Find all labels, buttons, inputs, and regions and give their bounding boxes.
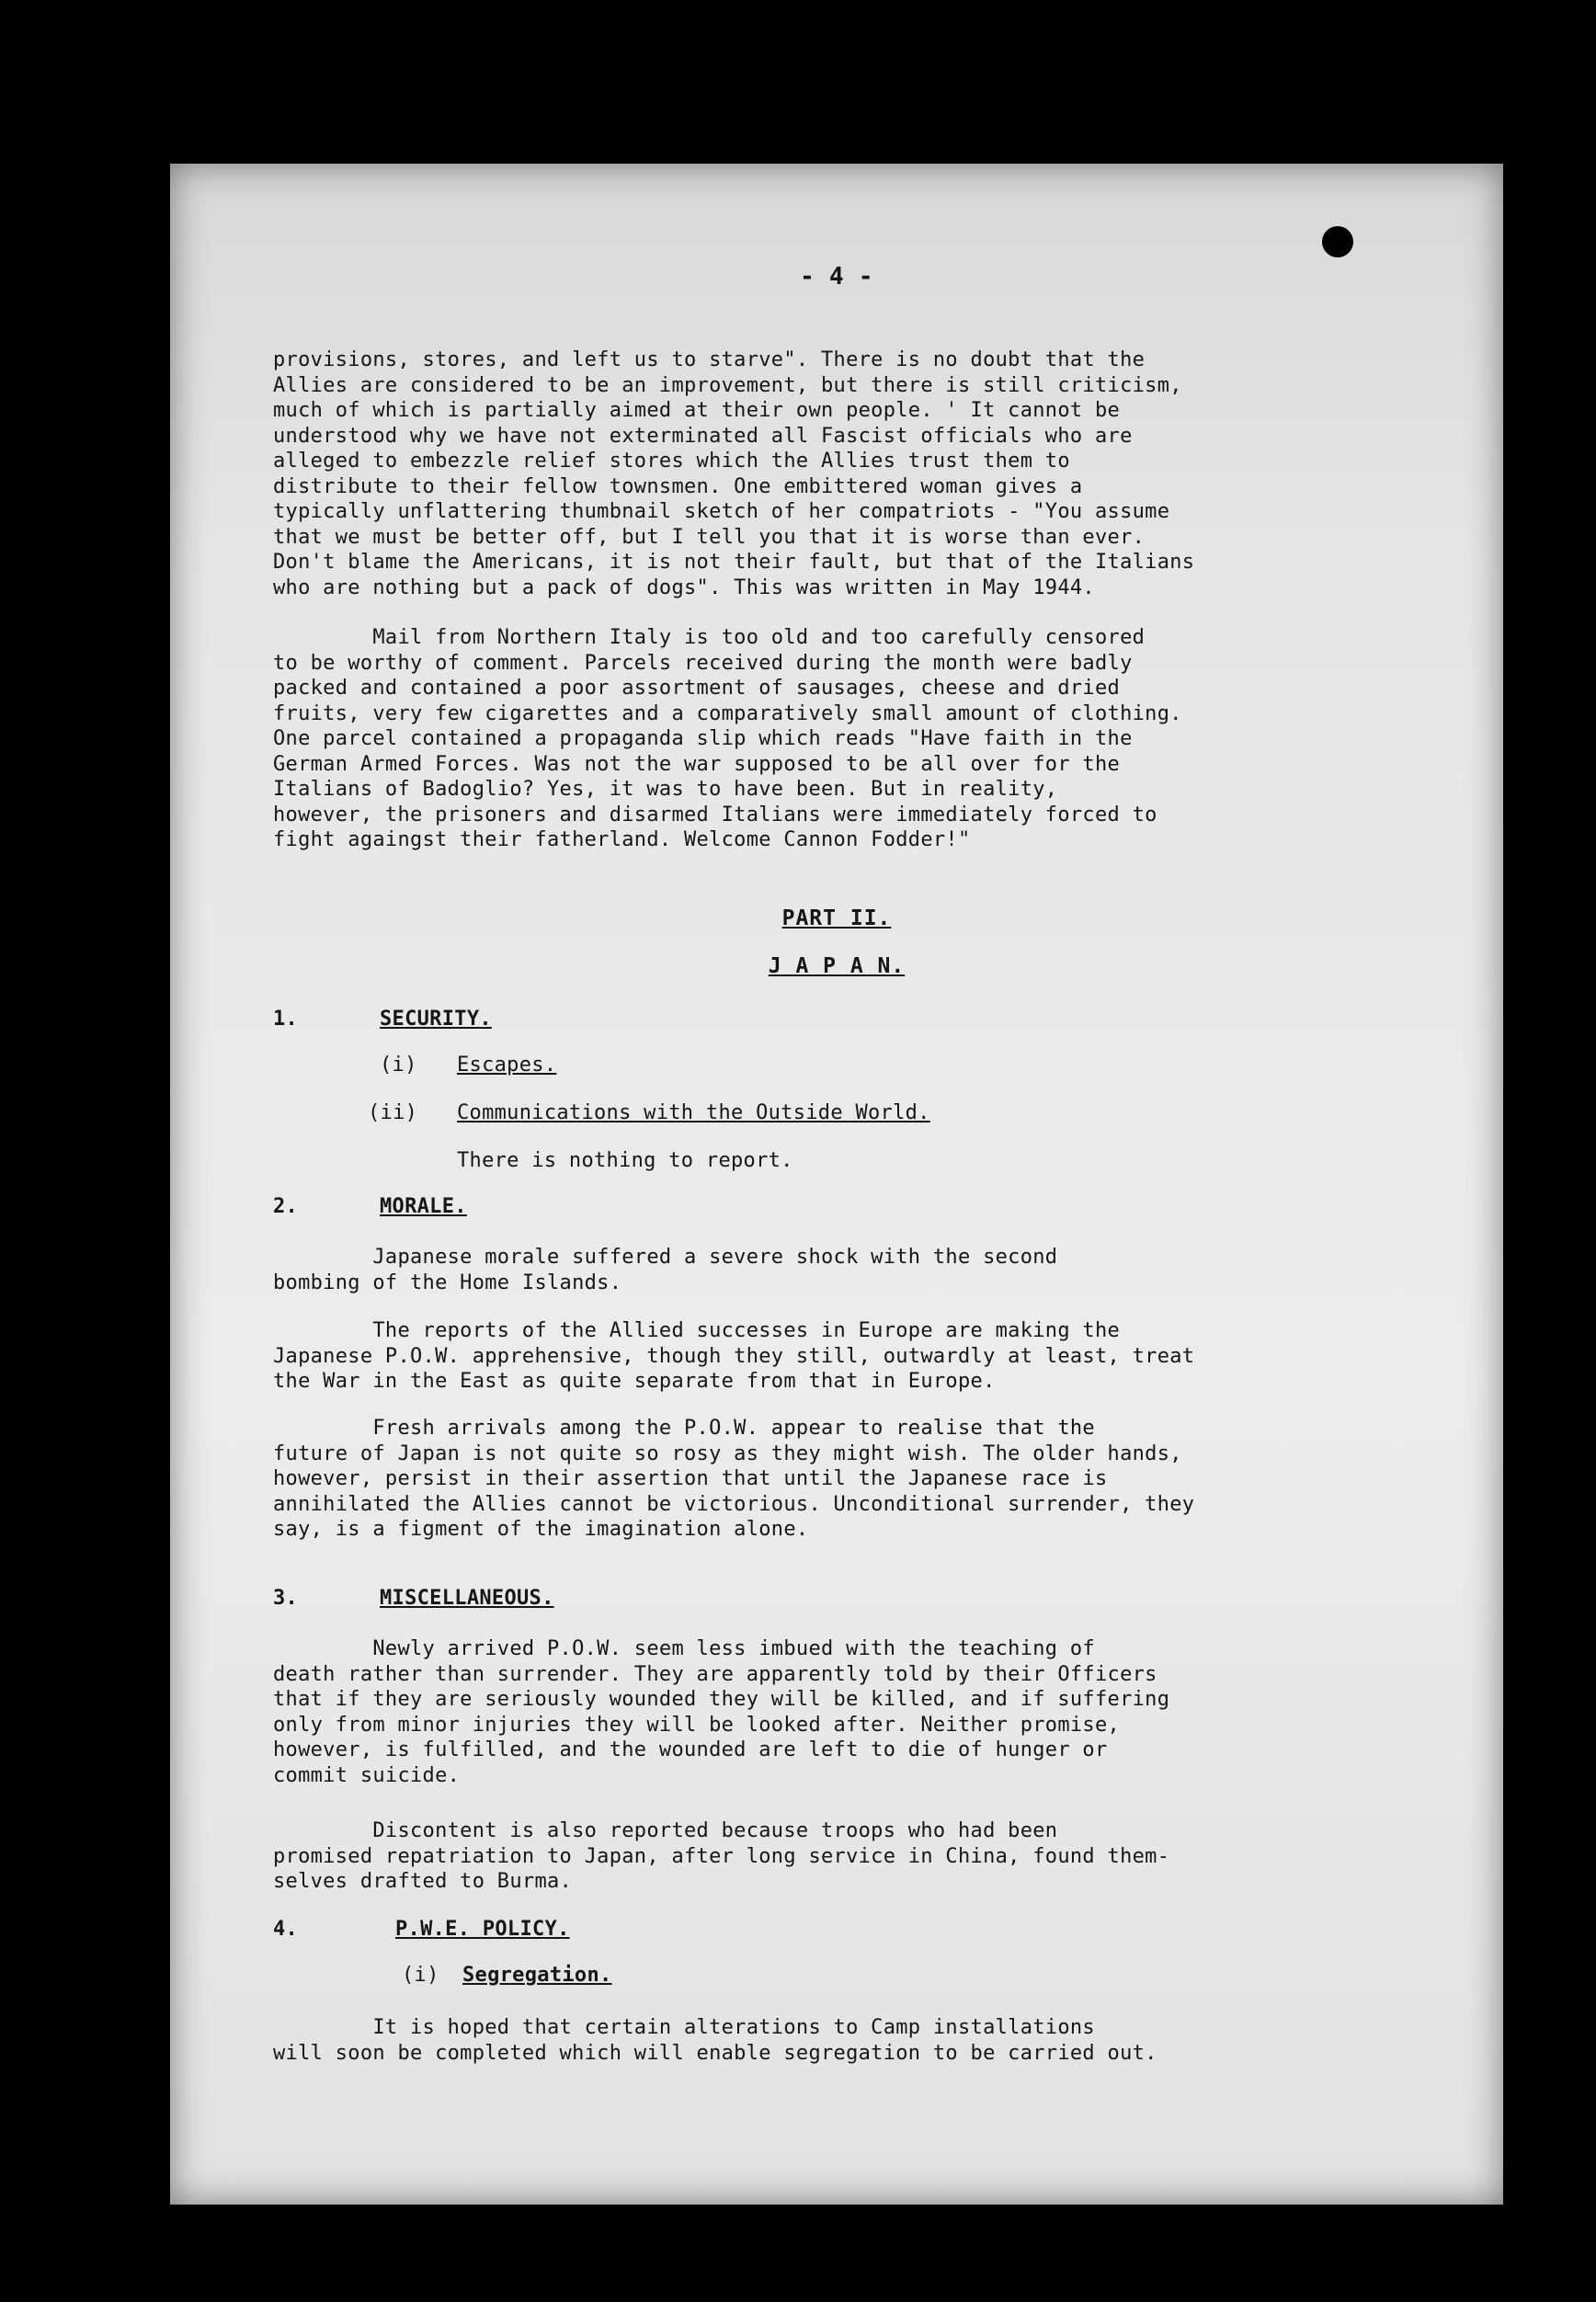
paragraph-segregation bbox=[273, 2015, 1422, 2066]
document-page bbox=[170, 164, 1503, 2205]
subsection-number: (i) bbox=[402, 1964, 439, 1987]
page-number: - 4 - bbox=[800, 263, 873, 291]
text-line: however, the prisoners and disarmed Italians were immediately forced to bbox=[273, 803, 1157, 826]
text-line: Japanese morale suffered a severe shock with the second bbox=[273, 1246, 1058, 1269]
text-line: selves drafted to Burma. bbox=[273, 1870, 573, 1893]
text-line: however, persist in their assertion that until the Japanese race is bbox=[273, 1467, 1108, 1490]
section-title-security: SECURITY. bbox=[380, 1008, 492, 1031]
paragraph-italy-criticism bbox=[273, 348, 1422, 600]
text-line: annihilated the Allies cannot be victorious. Unconditional surrender, they bbox=[273, 1492, 1195, 1516]
paragraph-morale-2 bbox=[273, 1318, 1422, 1395]
part-heading-text: PART II. bbox=[781, 906, 892, 930]
section-title-miscellaneous: MISCELLANEOUS. bbox=[380, 1587, 554, 1610]
paragraph-morale-3 bbox=[273, 1416, 1422, 1543]
paragraph-miscellaneous-1 bbox=[273, 1636, 1422, 1788]
paragraph-morale-1 bbox=[273, 1245, 1422, 1295]
text-line: fruits, very few cigarettes and a comparatively small amount of clothing. bbox=[273, 701, 1182, 725]
section-title-pwe-policy: P.W.E. POLICY. bbox=[395, 1918, 570, 1941]
text-line: Fresh arrivals among the P.O.W. appear to realise that the bbox=[273, 1417, 1095, 1440]
text-line: bombing of the Home Islands. bbox=[273, 1271, 622, 1294]
text-line: fight againgst their fatherland. Welcome Cannon Fodder!" bbox=[273, 828, 971, 851]
text-line: It is hoped that certain alterations to Camp installations bbox=[273, 2016, 1095, 2039]
paragraph-miscellaneous-2 bbox=[273, 1818, 1422, 1895]
text-line: Don't blame the Americans, it is not their fault, but that of the Italians bbox=[273, 551, 1195, 574]
text-line: only from minor injuries they will be looked after. Neither promise, bbox=[273, 1713, 1121, 1737]
text-line: however, is fulfilled, and the wounded are left to die of hunger or bbox=[273, 1738, 1108, 1761]
part-heading bbox=[170, 906, 1503, 930]
text-line: provisions, stores, and left us to starve". There is no doubt that the bbox=[273, 348, 1146, 371]
text-line: commit suicide. bbox=[273, 1763, 461, 1787]
text-line: much of which is partially aimed at their own people. ' It cannot be bbox=[273, 399, 1121, 422]
text-line: who are nothing but a pack of dogs". This was written in May 1944. bbox=[273, 576, 1095, 599]
paragraph-mail-northern-italy bbox=[273, 625, 1422, 853]
section-number: 1. bbox=[273, 1008, 299, 1031]
text-line: The reports of the Allied successes in Europe are making the bbox=[273, 1319, 1121, 1342]
text-line: German Armed Forces. Was not the war supposed to be all over for the bbox=[273, 752, 1121, 776]
text-line: promised repatriation to Japan, after long service in China, found them- bbox=[273, 1844, 1170, 1868]
subsection-title-escapes: Escapes. bbox=[457, 1054, 557, 1077]
part-subheading-text: J A P A N. bbox=[768, 954, 906, 978]
text-line: Japanese P.O.W. apprehensive, though they still, outwardly at least, treat bbox=[273, 1344, 1195, 1368]
text-line: will soon be completed which will enable segregation to be carried out. bbox=[273, 2041, 1157, 2065]
section-number: 2. bbox=[273, 1195, 299, 1218]
part-subheading bbox=[170, 954, 1503, 978]
text-line: alleged to embezzle relief stores which the Allies trust them to bbox=[273, 450, 1070, 473]
section-number: 4. bbox=[273, 1918, 299, 1941]
text-line: to be worthy of comment. Parcels received during the month were badly bbox=[273, 651, 1133, 675]
text-line: Newly arrived P.O.W. seem less imbued with the teaching of bbox=[273, 1637, 1095, 1660]
text-line: the War in the East as quite separate from that in Europe. bbox=[273, 1370, 996, 1393]
subsection-number: (i) bbox=[380, 1054, 417, 1077]
text-line: future of Japan is not quite so rosy as they might wish. The older hands, bbox=[273, 1442, 1182, 1465]
text-line: that if they are seriously wounded they will be killed, and if suffering bbox=[273, 1688, 1170, 1711]
text-line: Allies are considered to be an improvement, but there is still criticism, bbox=[273, 373, 1182, 397]
text-line: packed and contained a poor assortment of sausages, cheese and dried bbox=[273, 677, 1121, 700]
subsection-number: (ii) bbox=[368, 1101, 418, 1124]
document-sheet bbox=[170, 164, 1503, 2205]
text-line: distribute to their fellow townsmen. One embittered woman gives a bbox=[273, 474, 1083, 498]
subsection-title-segregation: Segregation. bbox=[462, 1964, 612, 1987]
section-number: 3. bbox=[273, 1587, 299, 1610]
text-line: understood why we have not exterminated all Fascist officials who are bbox=[273, 424, 1133, 448]
punch-hole bbox=[1322, 226, 1353, 257]
text-line: Mail from Northern Italy is too old and too carefully censored bbox=[273, 626, 1146, 649]
text-line: Discontent is also reported because troops who had been bbox=[273, 1819, 1058, 1842]
text-line: One parcel contained a propaganda slip which reads "Have faith in the bbox=[273, 727, 1133, 750]
text-line: death rather than surrender. They are apparently told by their Officers bbox=[273, 1662, 1157, 1686]
text-line: Italians of Badoglio? Yes, it was to have been. But in reality, bbox=[273, 778, 1058, 801]
section-note: There is nothing to report. bbox=[457, 1149, 793, 1172]
subsection-title-communications: Communications with the Outside World. bbox=[457, 1101, 930, 1124]
section-title-morale: MORALE. bbox=[380, 1195, 467, 1218]
text-line: that we must be better off, but I tell you that it is worse than ever. bbox=[273, 525, 1146, 549]
text-line: say, is a figment of the imagination alone. bbox=[273, 1518, 809, 1541]
text-line: typically unflattering thumbnail sketch of her compatriots - "You assume bbox=[273, 500, 1170, 523]
